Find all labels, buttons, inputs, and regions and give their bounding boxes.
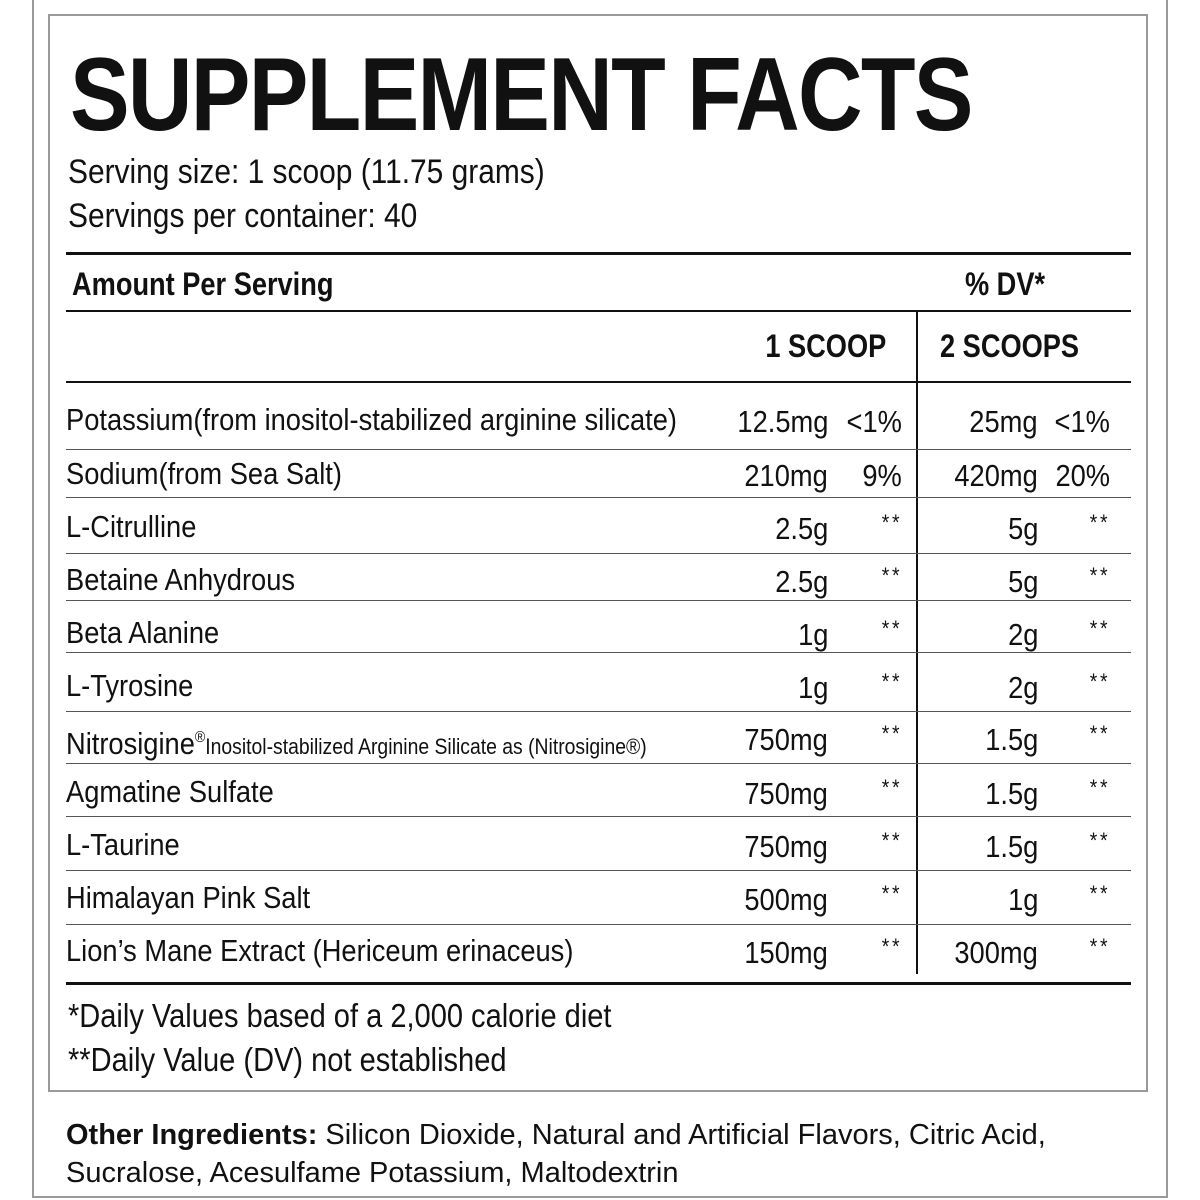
amount-per-serving-header: Amount Per Serving (72, 266, 334, 302)
dv-2-scoops: 20% (1055, 458, 1110, 493)
table-row (66, 501, 1128, 553)
ingredient-name (66, 720, 647, 765)
dv-2-scoops: ** (1089, 510, 1110, 535)
ingredient-detail: Inositol-stabilized Arginine Silicate as (Nitrosigine®) (205, 734, 647, 759)
other-ingredients (66, 1116, 1186, 1192)
amount-1-scoop: 150mg (744, 935, 828, 970)
ingredient-name-text: L-Taurine (66, 827, 180, 862)
ingredient-name-text: Beta Alanine (66, 615, 220, 650)
row-divider (66, 924, 1131, 925)
dv-2-scoops: ** (1089, 669, 1110, 694)
dv-header: % DV* (964, 266, 1046, 302)
row-divider (66, 553, 1131, 554)
dv-2-scoops: ** (1089, 881, 1110, 906)
other-ingredients-text: Silicon Dioxide, Natural and Artificial Flavors, Citric Acid, Sucralose, Acesulfame Potassium, Maltodextrin (66, 1119, 1046, 1189)
amount-2-scoops: 2g (1007, 617, 1038, 652)
col-2-scoops-header: 2 SCOOPS (940, 328, 1080, 364)
table-row (66, 925, 1128, 977)
table-row (66, 819, 1128, 871)
row-divider (66, 600, 1131, 601)
ingredient-name-text: Himalayan Pink Salt (66, 880, 311, 915)
amount-1-scoop: 750mg (744, 722, 828, 757)
dv-1-scoop: ** (881, 669, 902, 694)
amount-1-scoop: 750mg (744, 829, 828, 864)
dv-1-scoop: <1% (846, 404, 902, 439)
row-divider (66, 763, 1131, 764)
ingredient-name-text: Nitrosigine (66, 726, 195, 761)
amount-2-scoops: 300mg (954, 935, 1038, 970)
dv-2-scoops: ** (1089, 616, 1110, 641)
dv-1-scoop: ** (881, 616, 902, 641)
ingredient-name-text: Potassium(from inositol-stabilized arginine silicate) (66, 402, 678, 437)
dv-2-scoops: ** (1089, 563, 1110, 588)
ingredient-name-text: Agmatine Sulfate (66, 774, 274, 809)
ingredient-name-text: L-Citrulline (66, 509, 197, 544)
row-divider (66, 449, 1131, 450)
dv-2-scoops: ** (1089, 934, 1110, 959)
footnote-not-established: **Daily Value (DV) not established (68, 1041, 507, 1078)
amount-1-scoop: 750mg (744, 776, 828, 811)
ingredient-name-text: Sodium(from Sea Salt) (66, 456, 342, 491)
dv-1-scoop: ** (881, 775, 902, 800)
table-row (66, 766, 1128, 818)
row-divider (66, 816, 1131, 817)
row-divider (66, 870, 1131, 871)
dv-1-scoop: ** (881, 881, 902, 906)
divider-bottom (66, 982, 1131, 985)
ingredient-name (66, 933, 573, 969)
ingredient-name (66, 827, 180, 863)
dv-2-scoops: <1% (1054, 404, 1110, 439)
ingredient-name (66, 774, 274, 810)
table-row (66, 660, 1128, 712)
ingredient-name (66, 880, 310, 916)
amount-1-scoop: 1g (797, 617, 828, 652)
dv-1-scoop: ** (881, 563, 902, 588)
divider-columns (66, 381, 1131, 383)
amount-2-scoops: 5g (1007, 564, 1038, 599)
amount-2-scoops: 1g (1007, 882, 1038, 917)
amount-2-scoops: 1.5g (984, 776, 1038, 811)
amount-1-scoop: 12.5mg (737, 404, 828, 439)
table-row (66, 872, 1128, 924)
ingredient-name-text: L-Tyrosine (66, 668, 194, 703)
ingredient-name-text: Betaine Anhydrous (66, 562, 296, 597)
ingredient-name-text: Lion’s Mane Extract (Hericeum erinaceus) (66, 933, 574, 968)
amount-1-scoop: 210mg (744, 458, 828, 493)
amount-2-scoops: 5g (1007, 511, 1038, 546)
row-divider (66, 652, 1131, 653)
serving-size: Serving size: 1 scoop (11.75 grams) (68, 153, 545, 191)
amount-1-scoop: 2.5g (774, 564, 828, 599)
amount-1-scoop: 2.5g (774, 511, 828, 546)
amount-1-scoop: 500mg (744, 882, 828, 917)
servings-per-container: Servings per container: 40 (68, 197, 418, 235)
table-row (66, 712, 1128, 764)
ingredient-name (66, 402, 677, 438)
amount-2-scoops: 1.5g (984, 829, 1038, 864)
dv-2-scoops: ** (1089, 721, 1110, 746)
amount-2-scoops: 25mg (969, 404, 1038, 439)
other-ingredients-label: Other Ingredients: (66, 1119, 318, 1151)
dv-1-scoop: ** (881, 721, 902, 746)
dv-2-scoops: ** (1089, 828, 1110, 853)
ingredient-name (66, 668, 193, 704)
amount-1-scoop: 1g (797, 670, 828, 705)
row-divider (66, 711, 1131, 712)
dv-1-scoop: ** (881, 510, 902, 535)
dv-1-scoop: 9% (862, 458, 902, 493)
footnote-daily-values: *Daily Values based of a 2,000 calorie diet (68, 997, 612, 1034)
ingredient-name (66, 562, 295, 598)
registered-mark: ® (194, 729, 206, 746)
dv-1-scoop: ** (881, 828, 902, 853)
row-divider (66, 497, 1131, 498)
table-row (66, 394, 1128, 446)
amount-2-scoops: 420mg (954, 458, 1038, 493)
ingredient-name (66, 456, 342, 492)
amount-2-scoops: 2g (1007, 670, 1038, 705)
table-row (66, 448, 1128, 500)
table-row (66, 554, 1128, 606)
ingredient-name (66, 615, 219, 651)
col-1-scoop-header: 1 SCOOP (765, 328, 886, 364)
dv-2-scoops: ** (1089, 775, 1110, 800)
dv-1-scoop: ** (881, 934, 902, 959)
amount-2-scoops: 1.5g (984, 722, 1038, 757)
divider-header (66, 310, 1131, 312)
ingredient-name (66, 509, 196, 545)
page-title: SUPPLEMENT FACTS (70, 37, 972, 153)
divider-top (66, 252, 1131, 255)
